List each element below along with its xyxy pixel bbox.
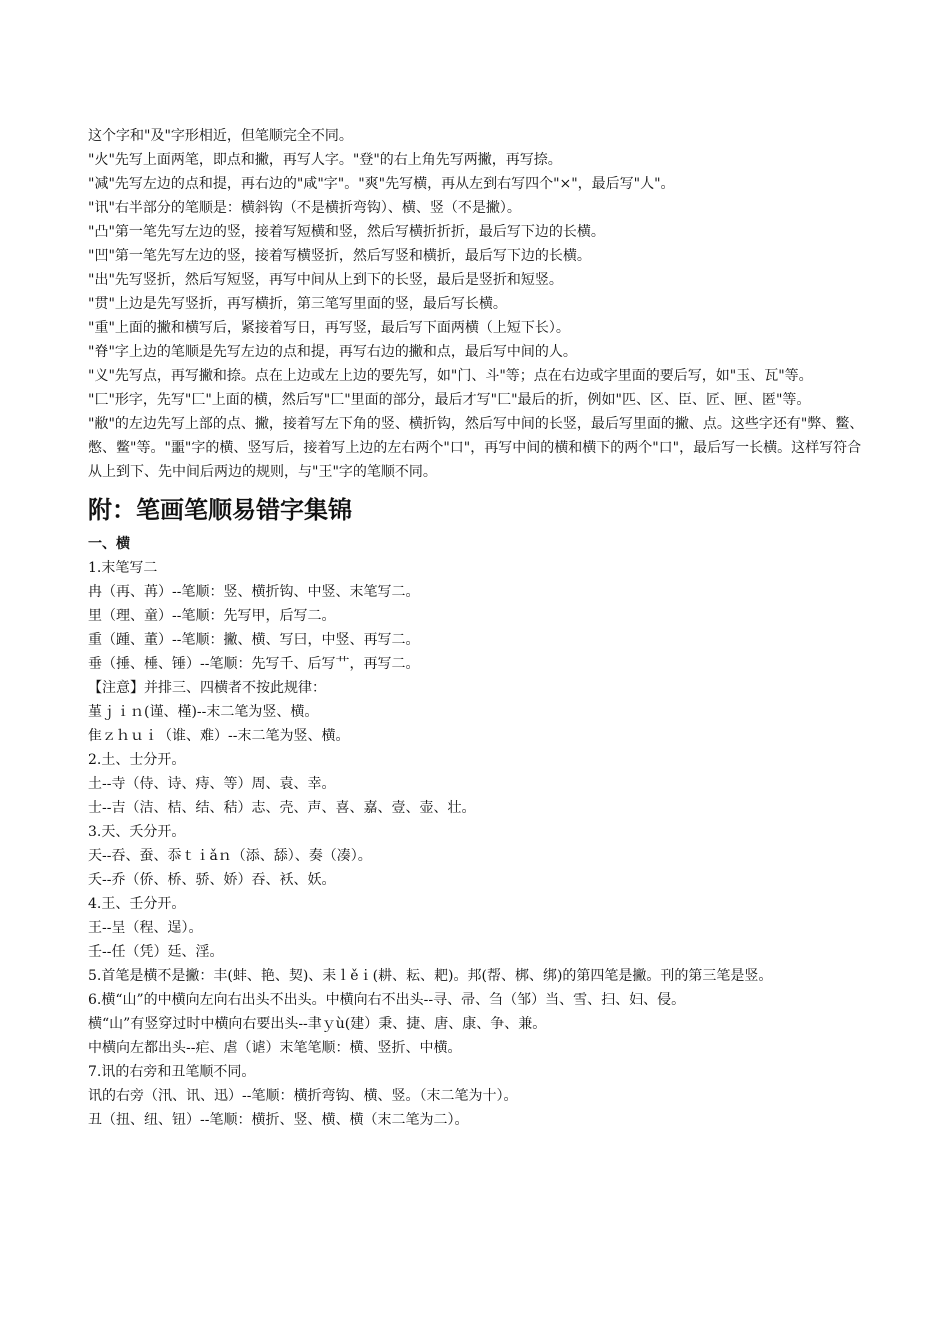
list-item: 丑（扭、纽、钮）--笔顺：横折、竖、横、横（末二笔为二）。 [88,1112,469,1128]
intro-paragraph: "减"先写左边的点和提，再右边的"咸"字"。"爽"先写横，再从左到右写四个"×"，最后写"人"。 [88,176,675,192]
list-item: 王--呈（程、逞）。 [88,920,203,936]
intro-paragraph: "义"先写点，再写撇和捺。点在上边或左上边的要先写，如"门、斗"等；点在右边或字里面的要后写，如"玉、瓦"等。 [88,368,813,384]
intro-paragraph: "凹"第一笔先写左边的竖，接着写横竖折，然后写竖和横折，最后写下边的长横。 [88,248,591,264]
list-item: 2.土、士分开。 [88,752,186,768]
section-title: 一、横 [88,536,130,552]
list-item: 【注意】并排三、四横者不按此规律： [88,680,326,696]
list-item: 横“山”有竖穿过时中横向右要出头--聿ｙù(建）秉、捷、唐、康、争、兼。 [88,1016,547,1032]
list-item: 士--吉（洁、桔、结、秸）志、壳、声、喜、嘉、壹、壶、壮。 [88,800,476,816]
intro-paragraph: "火"先写上面两笔，即点和撇，再写人字。"登"的右上角先写两撇，再写捺。 [88,152,562,168]
list-item: 夭--乔（侨、桥、骄、娇）吞、袄、妖。 [88,872,336,888]
list-item: 土--寺（侍、诗、痔、等）周、袁、幸。 [88,776,336,792]
intro-paragraph: "贯"上边是先写竖折，再写横折，第三笔写里面的竖，最后写长横。 [88,296,507,312]
list-item: 冉（再、苒）--笔顺：竖、横折钩、中竖、末笔写二。 [88,584,420,600]
list-item: 4.王、壬分开。 [88,896,186,912]
intro-paragraph: "凸"第一笔先写左边的竖，接着写短横和竖，然后写横折折折，最后写下边的长横。 [88,224,605,240]
list-item: 里（理、童）--笔顺：先写甲，后写二。 [88,608,336,624]
list-item: 壬--任（凭）廷、淫。 [88,944,224,960]
list-item: 3.天、夭分开。 [88,824,186,840]
appendix-heading: 附：笔画笔顺易错字集锦 [88,496,352,524]
intro-paragraph: "脊"字上边的笔顺是先写左边的点和提，再写右边的撇和点，最后写中间的人。 [88,344,577,360]
intro-paragraph: "出"先写竖折，然后写短竖，再写中间从上到下的长竖，最后是竖折和短竖。 [88,272,563,288]
intro-paragraph: "讯"右半部分的笔顺是：横斜钩（不是横折弯钩）、横、竖（不是撇）。 [88,200,521,216]
list-item: 1.末笔写二 [88,560,158,576]
document-page [88,124,870,1132]
list-item: 中横向左都出头--疟、虐（谑）末笔笔顺：横、竖折、中横。 [88,1040,462,1056]
list-item: 天--吞、蚕、忝ｔｉǎｎ（添、舔）、奏（凑）。 [88,848,372,864]
list-item: 5.首笔是横不是撇：丰(蚌、艳、契)、耒ｌěｉ(耕、耘、耙)。邦(帮、梆、绑)的第四笔是撇。刊的第三笔是竖。 [88,968,773,984]
intro-paragraph: 这个字和"及"字形相近，但笔顺完全不同。 [88,128,353,144]
intro-paragraph: "重"上面的撇和横写后，紧接着写日，再写竖，最后写下面两横（上短下长）。 [88,320,570,336]
list-item: 重（踵、董）--笔顺：撇、横、写曰，中竖、再写二。 [88,632,420,648]
intro-paragraph: "匚"形字，先写"匚"上面的横，然后写"匚"里面的部分，最后才写"匚"最后的折，例如"匹、区、臣、匠、匣、匿"等。 [88,392,811,408]
list-item: 隹ｚｈｕｉ（谁、难）--末二笔为竖、横。 [88,728,350,744]
list-item: 垂（捶、棰、锤）--笔顺：先写千、后写艹，再写二。 [88,656,420,672]
list-item: 6.横“山”的中横向左向右出头不出头。中横向右不出头--寻、帚、刍（邹）当、雪、扫、妇、侵。 [88,992,686,1008]
list-item: 讯的右旁（汛、讯、迅）--笔顺：横折弯钩、横、竖。（末二笔为十）。 [88,1088,518,1104]
intro-paragraph: "敝"的左边先写上部的点、撇，接着写左下角的竖、横折钩，然后写中间的长竖，最后写里面的撇、点。这些字还有"弊、鳖、憋、鳖"等。"噩"字的横、竖写后，接着写上边的左右两个"口"，再写中间的横和横下的两个"口"，最后写一长横。这样写符合从上到下、先中间后两边的规则，与"王"字的笔顺不同。 [88,416,864,480]
list-item: 堇ｊｉｎ(谨、槿)--末二笔为竖、横。 [88,704,319,720]
list-item: 7.讯的右旁和丑笔顺不同。 [88,1064,256,1080]
